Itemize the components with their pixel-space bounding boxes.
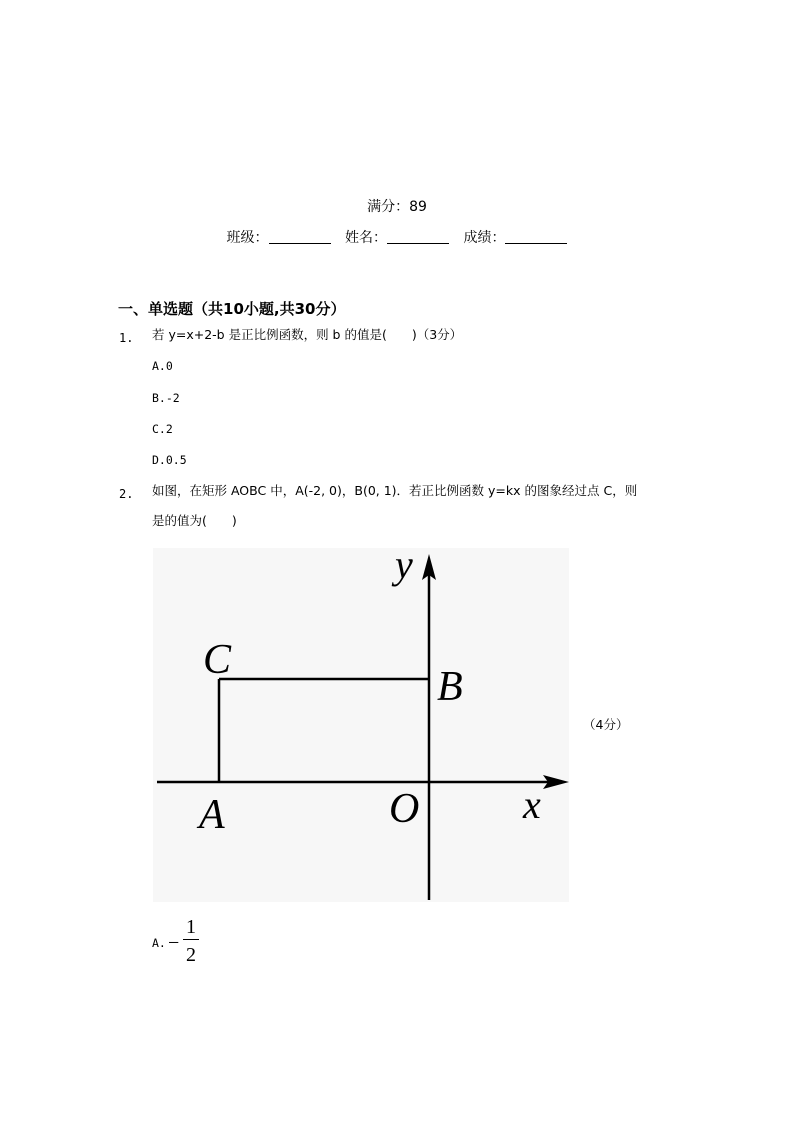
minus-sign: − <box>168 932 180 954</box>
label-b: B <box>437 664 463 710</box>
label-x: x <box>523 782 541 827</box>
grade-label: 成绩： <box>463 230 506 246</box>
question-number: 1. <box>119 331 134 345</box>
fraction-denominator: 2 <box>186 944 196 966</box>
fraction-numerator: 1 <box>186 916 196 938</box>
label-y: y <box>395 548 413 587</box>
fraction-bar <box>183 939 199 940</box>
label-c: C <box>203 637 232 683</box>
question-points: （4分） <box>583 717 629 732</box>
full-score: 满分：89 <box>367 199 427 215</box>
section-title: 一、单选题（共10小题,共30分） <box>118 300 346 318</box>
option-b[interactable]: B.-2 <box>152 391 180 405</box>
rectangle-figure <box>153 548 569 902</box>
question-text: 若 y=x+2-b 是正比例函数，则 b 的值是( )（3分） <box>152 327 463 342</box>
label-o: O <box>389 786 420 832</box>
class-label: 班级： <box>226 230 269 246</box>
question-number: 2. <box>119 487 134 501</box>
option-a-prefix[interactable]: A. <box>152 936 166 950</box>
student-info-row <box>0 228 794 248</box>
question-text-line1: 如图，在矩形 AOBC 中，A(-2, 0)，B(0, 1)．若正比例函数 y=kx 的图象经过点 C，则 <box>152 483 638 498</box>
question-text-line2: 是的值为( ) <box>152 513 237 528</box>
coordinate-diagram <box>153 548 569 902</box>
label-a: A <box>199 792 225 838</box>
name-label: 姓名： <box>345 230 387 246</box>
option-c[interactable]: C.2 <box>152 422 173 436</box>
option-a-fraction[interactable] <box>168 918 198 968</box>
grade-blank[interactable] <box>505 229 567 244</box>
name-blank[interactable] <box>387 229 449 244</box>
option-d[interactable]: D.0.5 <box>152 453 187 467</box>
option-a[interactable]: A.0 <box>152 359 173 373</box>
class-blank[interactable] <box>269 229 331 244</box>
